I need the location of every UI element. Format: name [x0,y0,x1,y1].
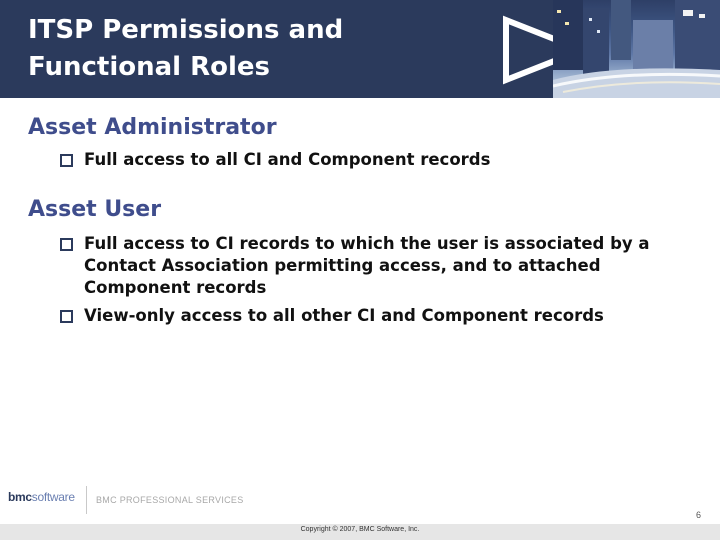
page-number: 6 [696,510,702,520]
slide-header [0,0,720,98]
bullet-item [84,305,694,327]
bullet-item [84,149,694,171]
slide-title-line-2: Functional Roles [28,52,271,82]
footer-divider [86,486,87,514]
section-heading-asset-user: Asset User [28,197,162,222]
bullet-text: Full access to all CI and Component records [84,150,491,169]
checkbox-icon [60,310,73,323]
bullet-text: View-only access to all other CI and Component records [84,306,604,325]
checkbox-icon [60,238,73,251]
slide-title [28,12,448,86]
copyright-notice: Copyright © 2007, BMC Software, Inc. [300,526,420,533]
city-skyline-image [553,0,720,98]
section-heading-asset-administrator: Asset Administrator [28,115,277,140]
bmc-software-logo [8,490,82,508]
logo-prefix: bmc [8,490,32,504]
bullet-item [84,233,694,299]
bullet-text: Full access to CI records to which the user is associated by a Contact Association permitting access, and to attached Component records [84,234,650,297]
slide-title-line-1: ITSP Permissions and [28,15,344,45]
logo-suffix: software [31,490,75,504]
checkbox-icon [60,154,73,167]
professional-services-label: BMC PROFESSIONAL SERVICES [96,495,244,505]
